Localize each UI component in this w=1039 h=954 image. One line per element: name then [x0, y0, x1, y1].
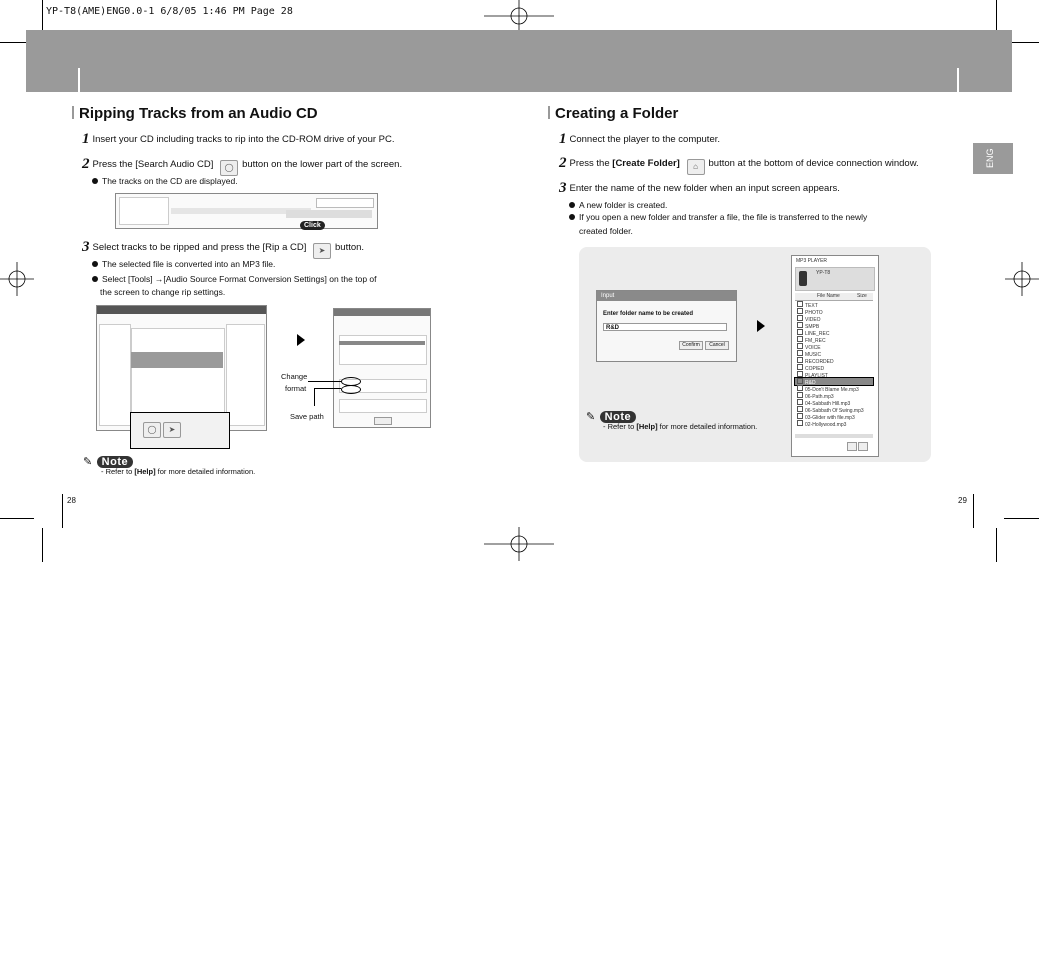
- file-row[interactable]: [795, 413, 873, 420]
- left-step-3-bullet-2: Select [Tools] →[Audio Source Format Conversion Settings] on the top of: [92, 273, 377, 285]
- header-tick: [78, 68, 80, 92]
- player-header: MP3 PLAYER: [796, 258, 828, 264]
- folder-row[interactable]: [795, 350, 873, 357]
- registration-mark-top: [484, 0, 554, 34]
- cancel-button[interactable]: Cancel: [705, 341, 729, 350]
- left-note-text: - Refer to [Help] for more detailed information.: [101, 467, 256, 476]
- right-step-3-bullet-2-cont: created folder.: [579, 226, 633, 236]
- crop-mark: [1004, 518, 1039, 519]
- registration-mark-bottom: [484, 527, 554, 561]
- registration-mark-left: [0, 262, 34, 296]
- device-icon: [799, 271, 807, 286]
- file-row[interactable]: [795, 406, 873, 413]
- left-note: ✎ Note: [83, 452, 133, 470]
- language-tab: ENG: [973, 143, 1013, 174]
- header-tick: [957, 68, 959, 92]
- folder-row[interactable]: [795, 357, 873, 364]
- row-label: RECORDED: [805, 359, 834, 364]
- delete-button[interactable]: [858, 442, 868, 451]
- registration-mark-right: [1005, 262, 1039, 296]
- header-band: [26, 30, 1012, 92]
- pointer-line: [314, 388, 341, 389]
- crop-mark: [42, 528, 43, 562]
- device-box: [795, 267, 875, 291]
- left-step-3-bullet-1: The selected file is converted into an MP3 file.: [92, 258, 275, 270]
- rip-cd-icon: ➤: [163, 422, 181, 438]
- page-rule: [973, 494, 974, 528]
- folder-row[interactable]: [795, 343, 873, 350]
- file-icon: [797, 420, 803, 426]
- file-row[interactable]: [795, 385, 873, 392]
- folder-name-input[interactable]: R&D: [603, 323, 727, 331]
- folder-icon: [797, 350, 803, 356]
- file-icon: [797, 392, 803, 398]
- pencil-icon: ✎: [586, 411, 596, 423]
- dialog-prompt: Enter folder name to be created: [603, 311, 694, 317]
- folder-icon: [797, 336, 803, 342]
- row-label: VOICE: [805, 345, 821, 350]
- row-label: MUSIC: [805, 352, 822, 357]
- row-label: 04-Sabbath Hill.mp3: [805, 401, 851, 406]
- pencil-icon: ✎: [83, 456, 93, 468]
- left-step-2-bullet: The tracks on the CD are displayed.: [92, 175, 238, 187]
- search-cd-icon: ◯: [143, 422, 161, 438]
- folder-row[interactable]: [795, 301, 873, 308]
- dialog-title: Input: [597, 291, 736, 301]
- search-cd-screenshot: [115, 193, 378, 229]
- file-list-header: File Name Size: [795, 293, 873, 301]
- search-cd-icon: ◯: [220, 160, 238, 176]
- next-arrow-icon: [297, 334, 305, 346]
- folder-row[interactable]: [795, 378, 873, 385]
- folder-icon: [797, 364, 803, 370]
- right-section-title: Creating a Folder: [548, 105, 678, 122]
- file-icon: [797, 399, 803, 405]
- create-folder-button[interactable]: [847, 442, 857, 451]
- row-label: R&D: [805, 380, 816, 385]
- file-row[interactable]: [795, 399, 873, 406]
- crop-mark: [996, 528, 997, 562]
- row-label: 05-Don't Blame Me.mp3: [805, 387, 859, 392]
- right-page-number: 29: [958, 496, 967, 505]
- page-rule: [62, 494, 63, 528]
- pointer-line: [314, 388, 315, 406]
- left-section-title: Ripping Tracks from an Audio CD: [72, 105, 318, 122]
- folder-icon: [797, 308, 803, 314]
- row-label: FM_REC: [805, 338, 826, 343]
- right-step-3: 3 Enter the name of the new folder when an input screen appears.: [559, 180, 840, 196]
- crop-mark: [996, 0, 997, 30]
- row-label: PHOTO: [805, 310, 823, 315]
- folder-row[interactable]: [795, 322, 873, 329]
- folder-row[interactable]: [795, 329, 873, 336]
- change-format-label: Change: [281, 372, 308, 381]
- right-step-1: 1 Connect the player to the computer.: [559, 131, 721, 147]
- row-label: 03-Glider with file.mp3: [805, 415, 855, 420]
- file-icon: [797, 406, 803, 412]
- horizontal-scrollbar[interactable]: [795, 434, 873, 438]
- crop-mark: [42, 0, 43, 30]
- click-callout: Click: [300, 221, 325, 230]
- save-path-label: Save path: [290, 412, 324, 421]
- row-label: TEXT: [805, 303, 818, 308]
- folder-icon: [797, 315, 803, 321]
- print-header: YP-T8(AME)ENG0.0-1 6/8/05 1:46 PM Page 28: [46, 6, 293, 17]
- row-label: 02-Hollywood.mp3: [805, 422, 847, 427]
- row-label: 06-Path.mp3: [805, 394, 834, 399]
- row-label: SMPB: [805, 324, 820, 329]
- row-label: 06-Sabbath Of Swing.mp3: [805, 408, 864, 413]
- file-icon: [797, 385, 803, 391]
- folder-icon: [797, 301, 803, 307]
- input-dialog: [596, 290, 737, 362]
- right-note-text: - Refer to [Help] for more detailed information.: [603, 422, 758, 431]
- next-arrow-icon: [757, 320, 765, 332]
- folder-icon: [797, 329, 803, 335]
- folder-row[interactable]: [795, 336, 873, 343]
- folder-icon: [797, 357, 803, 363]
- row-label: VIDEO: [805, 317, 821, 322]
- folder-row[interactable]: [795, 315, 873, 322]
- row-label: COPIED: [805, 366, 825, 371]
- folder-row[interactable]: [795, 308, 873, 315]
- file-list: [795, 301, 873, 427]
- left-step-2: 2 Press the [Search Audio CD] ◯ button on the lower part of the screen.: [82, 158, 402, 176]
- crop-mark: [0, 518, 34, 519]
- right-step-2: 2 Press the [Create Folder] ⌂ button at the bottom of device connection window.: [559, 157, 919, 175]
- folder-icon: [797, 378, 803, 384]
- file-icon: [797, 413, 803, 419]
- folder-icon: [797, 322, 803, 328]
- file-row[interactable]: [795, 420, 873, 427]
- device-name: YP-T8: [816, 270, 831, 276]
- row-label: PLAYLIST: [805, 373, 828, 378]
- rip-settings-screenshot: [333, 308, 431, 428]
- row-label: LINE_REC: [805, 331, 830, 336]
- confirm-button[interactable]: Confirm: [679, 341, 703, 350]
- left-page-number: 28: [67, 496, 76, 505]
- right-step-3-bullet-2: If you open a new folder and transfer a file, the file is transferred to the newly: [569, 211, 867, 223]
- mp3-player-window: [791, 255, 879, 457]
- file-row[interactable]: [795, 392, 873, 399]
- folder-icon: [797, 343, 803, 349]
- rip-buttons-zoom: [130, 412, 230, 449]
- pointer-line: [308, 381, 341, 382]
- rip-cd-icon: ➤: [313, 243, 331, 259]
- create-folder-icon: ⌂: [687, 159, 705, 175]
- highlight-ellipse: [341, 385, 361, 394]
- folder-icon: [797, 371, 803, 377]
- right-step-3-bullet-1: A new folder is created.: [569, 199, 667, 211]
- folder-row[interactable]: [795, 371, 873, 378]
- left-step-3: 3 Select tracks to be ripped and press the [Rip a CD] ➤ button.: [82, 241, 364, 259]
- left-step-3-bullet-2-cont: the screen to change rip settings.: [100, 287, 226, 297]
- change-format-label-2: format: [285, 384, 307, 393]
- left-step-1: 1 Insert your CD including tracks to rip into the CD-ROM drive of your PC.: [82, 131, 395, 147]
- folder-row[interactable]: [795, 364, 873, 371]
- right-note: ✎ Note: [586, 407, 636, 425]
